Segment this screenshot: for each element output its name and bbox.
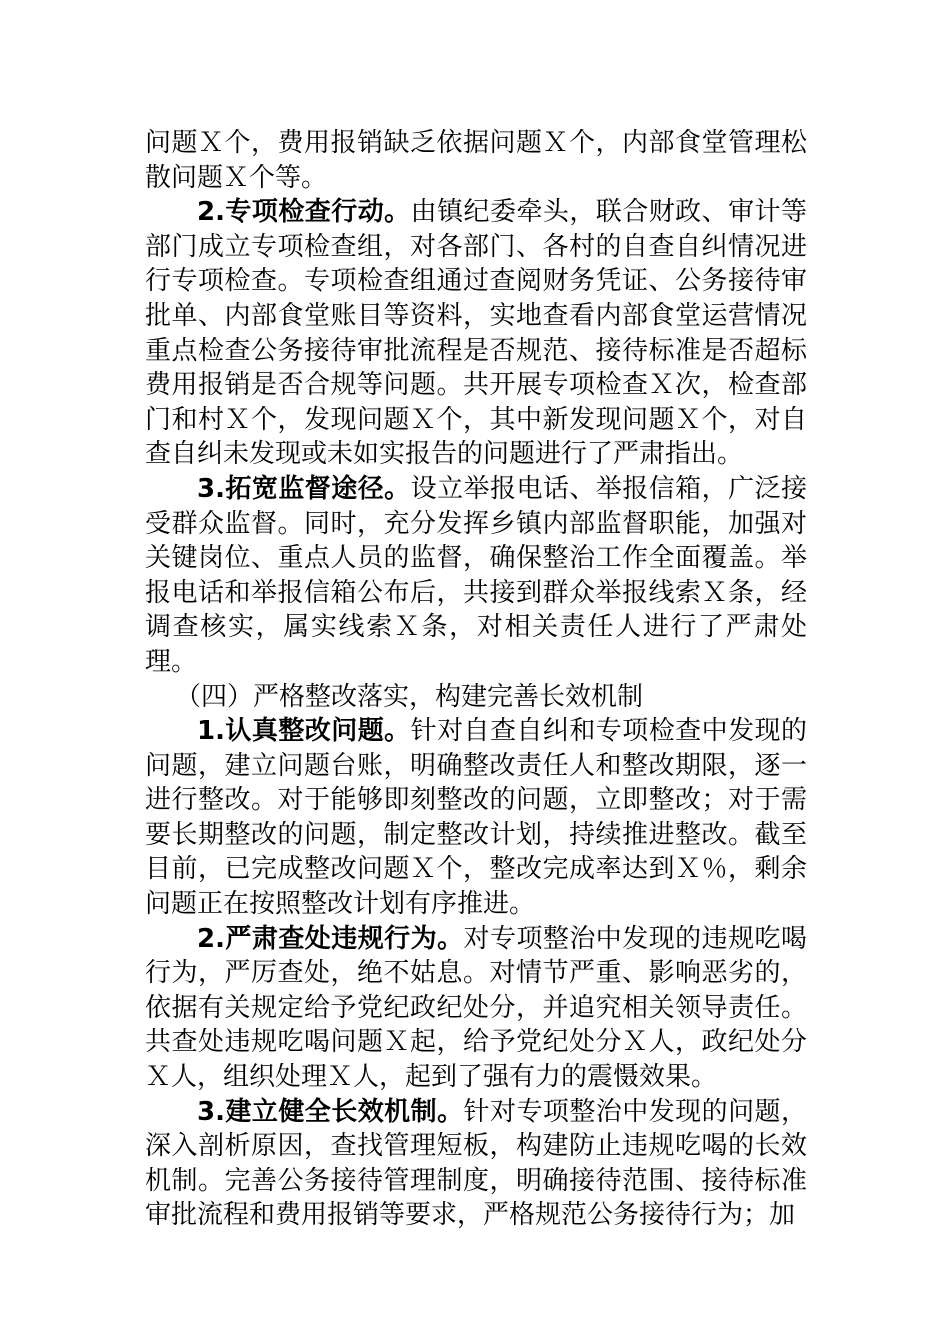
paragraph-long-term-mechanism <box>145 1095 807 1233</box>
paragraph-lead: 2.严肃查处违规行为。 <box>197 923 464 954</box>
paragraph-text: 针对专项整治中发现的问题，深入剖析原因，查找管理短板，构建防止违规吃喝的长效机制。完善公务接待管理制度，明确接待范围、接待标准审批流程和费用报销等要求，严格规范公务接待行为；加 <box>145 1096 807 1231</box>
paragraph-supervision-channels <box>145 472 807 680</box>
paragraph-text: 针对自查自纠和专项检查中发现的问题，建立问题台账，明确整改责任人和整改期限，逐一进行整改。对于能够即刻整改的问题，立即整改；对于需要长期整改的问题，制定整改计划，持续推进整改。截至目前，已完成整改问题Ｘ个，整改完成率达到Ｘ％，剩余问题正在按照整改计划有序推进。 <box>145 716 807 920</box>
paragraph-text: 对专项整治中发现的违规吃喝行为，严厉查处，绝不姑息。对情节严重、影响恶劣的，依据有关规定给予党纪政纪处分，并追究相关领导责任。共查处违规吃喝问题Ｘ起，给予党纪处分Ｘ人，政纪处分Ｘ人，组织处理Ｘ人，起到了强有力的震慑效果。 <box>145 923 807 1093</box>
paragraph-continued <box>145 126 807 195</box>
paragraph-investigate-violations <box>145 922 807 1095</box>
paragraph-text: 设立举报电话、举报信箱，广泛接受群众监督。同时，充分发挥乡镇内部监督职能，加强对关键岗位、重点人员的监督，确保整治工作全面覆盖。举报电话和举报信箱公布后，共接到群众举报线索Ｘ条，经调查核实，属实线索Ｘ条，对相关责任人进行了严肃处理。 <box>145 473 807 677</box>
paragraph-rectify-problems <box>145 714 807 922</box>
paragraph-text: 由镇纪委牵头，联合财政、审计等部门成立专项检查组，对各部门、各村的自查自纠情况进行专项检查。专项检查组通过查阅财务凭证、公务接待审批单、内部食堂账目等资料，实地查看内部食堂运营情况重点检查公务接待审批流程是否规范、接待标准是否超标费用报销是否合规等问题。共开展专项检查Ｘ次，检查部门和村Ｘ个，发现问题Ｘ个，其中新发现问题Ｘ个，对自查自纠未发现或未如实报告的问题进行了严肃指出。 <box>145 197 807 470</box>
paragraph-lead: 3.建立健全长效机制。 <box>197 1096 464 1127</box>
paragraph-lead: 3.拓宽监督途径。 <box>197 473 411 504</box>
paragraph-special-inspection <box>145 195 807 472</box>
paragraph-lead: 2.专项检查行动。 <box>197 197 411 228</box>
section-heading: （四）严格整改落实，构建完善长效机制 <box>175 681 644 712</box>
paragraph-text: 问题Ｘ个，费用报销缺乏依据问题Ｘ个，内部食堂管理松散问题Ｘ个等。 <box>145 128 807 193</box>
paragraph-lead: 1.认真整改问题。 <box>197 716 411 747</box>
document-page <box>145 126 807 1233</box>
